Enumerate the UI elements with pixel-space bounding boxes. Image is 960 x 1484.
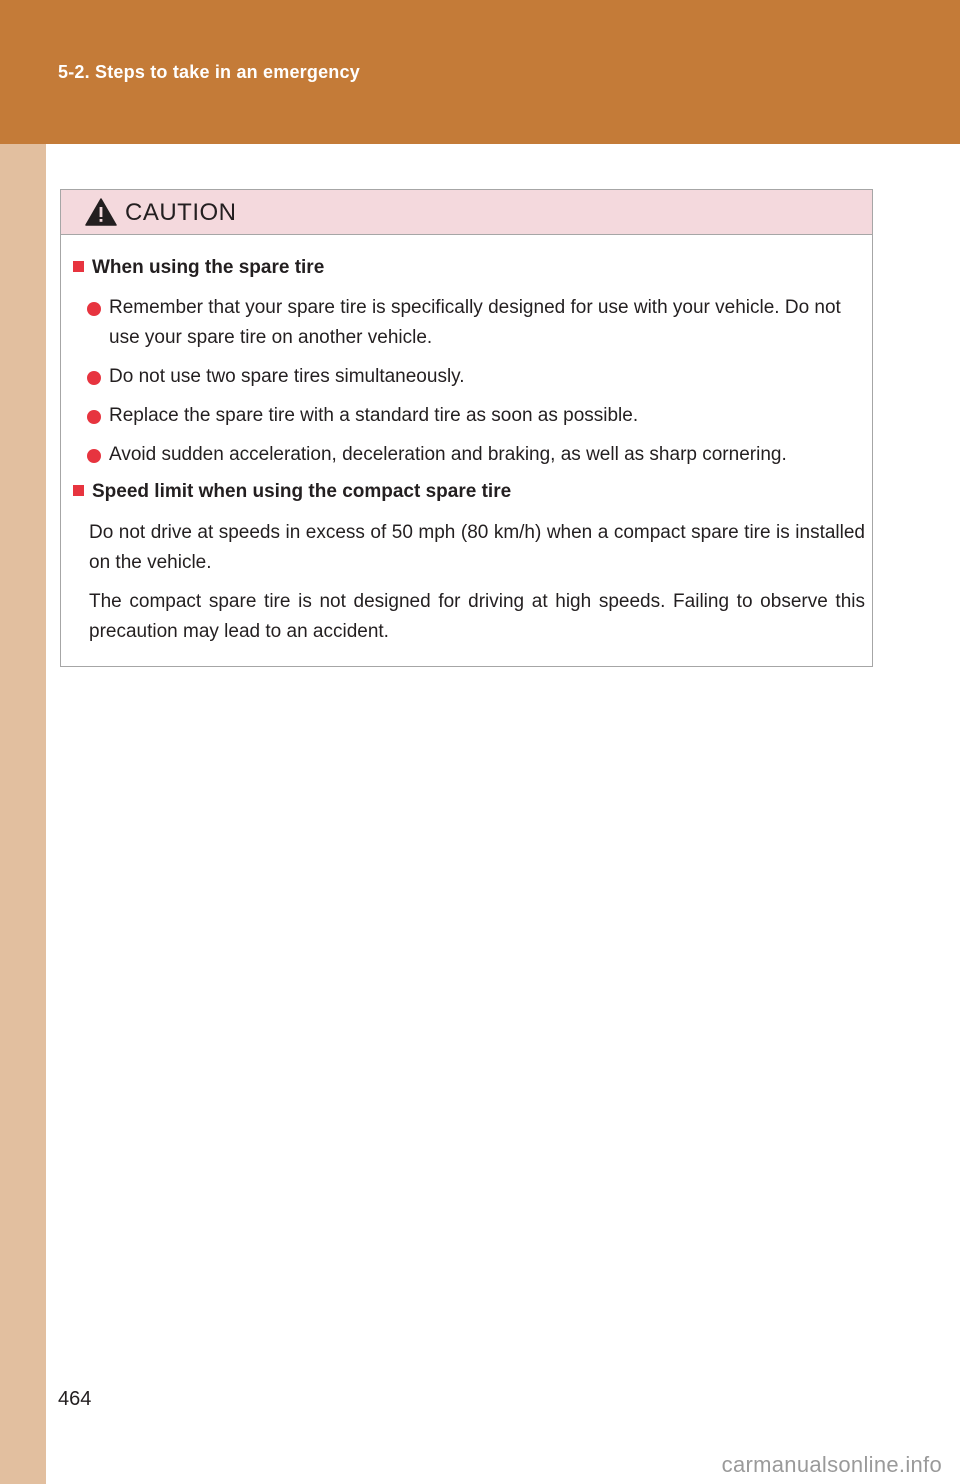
- side-strip: [0, 144, 46, 1484]
- bullet-item: Remember that your spare tire is specifically designed for use with your vehicle. Do not use your spare tire on another vehicle.: [73, 293, 863, 353]
- bullet-item: Do not use two spare tires simultaneously.: [73, 362, 863, 392]
- caution-header: [61, 190, 872, 235]
- red-square-icon: [73, 261, 84, 272]
- caution-box: [60, 189, 873, 667]
- page-header-band: [0, 0, 960, 144]
- section-heading-speed-limit: Speed limit when using the compact spare tire: [73, 481, 863, 503]
- bullet-dot-icon: [87, 371, 101, 385]
- caution-title: CAUTION: [125, 199, 237, 226]
- bullet-item: Replace the spare tire with a standard tire as soon as possible.: [73, 401, 863, 431]
- red-square-icon: [73, 485, 84, 496]
- bullet-dot-icon: [87, 410, 101, 424]
- paragraph: Do not drive at speeds in excess of 50 mph (80 km/h) when a compact spare tire is installed on the vehicle.: [89, 522, 865, 573]
- watermark: carmanualsonline.info: [721, 1452, 942, 1477]
- page-number: 464: [58, 1388, 92, 1410]
- section-title: 5-2. Steps to take in an emergency: [58, 62, 360, 82]
- warning-triangle-icon: [85, 198, 117, 226]
- bullet-dot-icon: [87, 302, 101, 316]
- paragraph: The compact spare tire is not designed for driving at high speeds. Failing to observe this precaution may lead to an accident.: [89, 591, 865, 642]
- section-heading-spare-tire: When using the spare tire: [73, 257, 863, 279]
- bullet-dot-icon: [87, 449, 101, 463]
- bullet-item: Avoid sudden acceleration, deceleration and braking, as well as sharp cornering.: [73, 440, 863, 470]
